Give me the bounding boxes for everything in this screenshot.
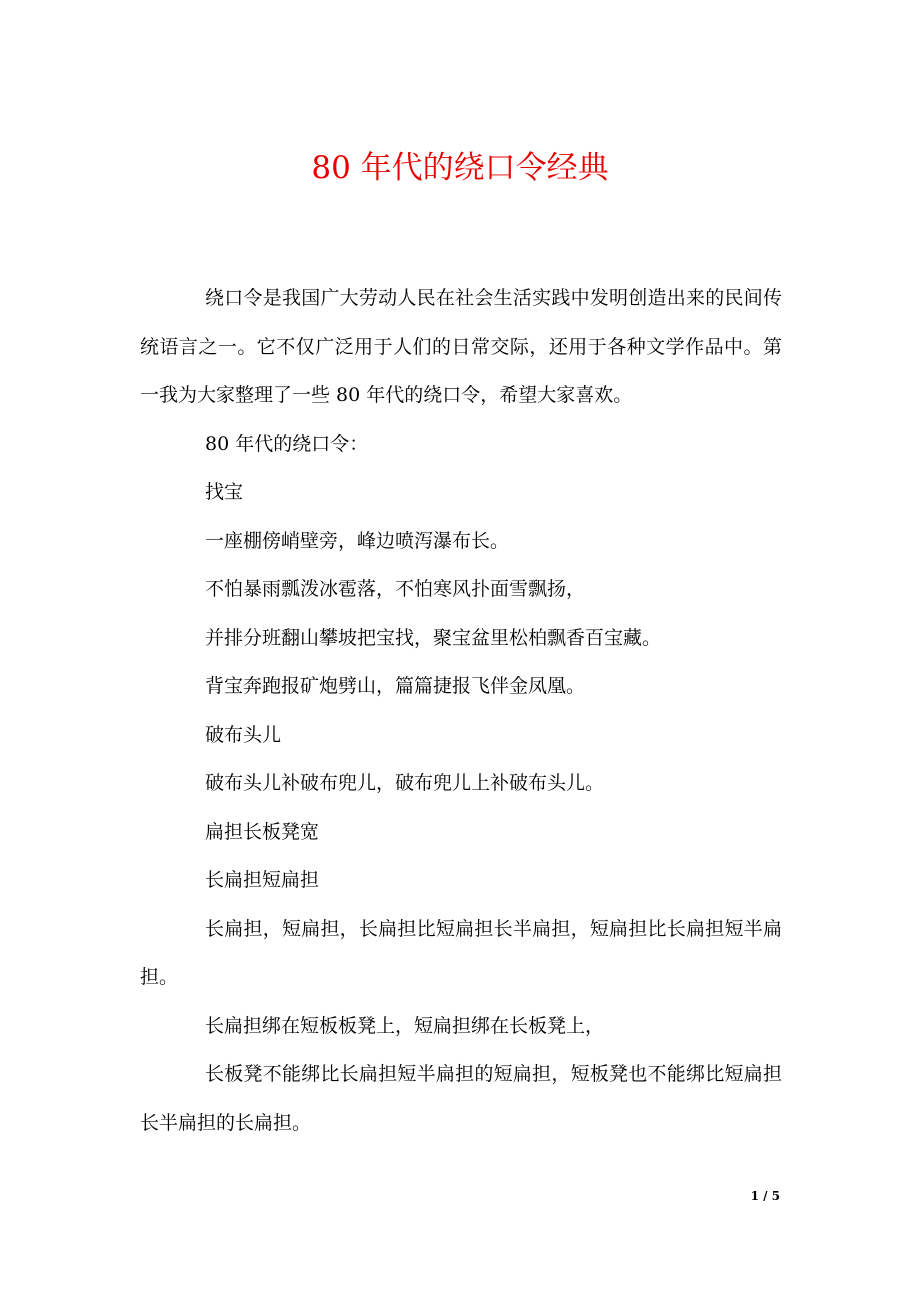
poem-line: 长扁担，短扁担，长扁担比短扁担长半扁担，短扁担比长扁担短半扁担。 xyxy=(140,917,782,988)
poem-line: 并排分班翻山攀坡把宝找，聚宝盆里松柏飘香百宝藏。 xyxy=(205,626,662,649)
poem-title-biandan: 扁担长板凳宽 xyxy=(205,820,320,843)
intro-paragraph: 绕口令是我国广大劳动人民在社会生活实践中发明创造出来的民间传统语言之一。它不仅广泛用于人们的日常交际，还用于各种文学作品中。第一我为大家整理了一些 80 年代的绕口令，希望大家喜欢。 xyxy=(140,287,782,406)
poem-line: 背宝奔跑报矿炮劈山，篇篇捷报飞伴金凤凰。 xyxy=(205,675,586,697)
poem-line: 长扁担绑在短板板凳上，短扁担绑在长板凳上， xyxy=(205,1014,605,1037)
section-heading: 80 年代的绕口令： xyxy=(205,432,369,455)
poem-line: 破布头儿补破布兜儿，破布兜儿上补破布头儿。 xyxy=(205,772,605,794)
poem-line: 一座棚傍峭壁旁，峰边喷泻瀑布长。 xyxy=(205,529,510,552)
document-title: 80 年代的绕口令经典 xyxy=(311,150,609,186)
page-number: 1 / 5 xyxy=(750,1189,780,1203)
poem-line: 长板凳不能绑比长扁担短半扁担的短扁担，短板凳也不能绑比短扁担长半扁担的长扁担。 xyxy=(140,1063,782,1134)
poem-title-pobutouer: 破布头儿 xyxy=(205,723,282,746)
poem-subtitle: 长扁担短扁担 xyxy=(205,869,320,891)
poem-title-zhaobao: 找宝 xyxy=(205,481,244,503)
document-body xyxy=(140,274,782,1147)
poem-line: 不怕暴雨瓢泼冰雹落，不怕寒风扑面雪飘扬， xyxy=(205,578,586,600)
